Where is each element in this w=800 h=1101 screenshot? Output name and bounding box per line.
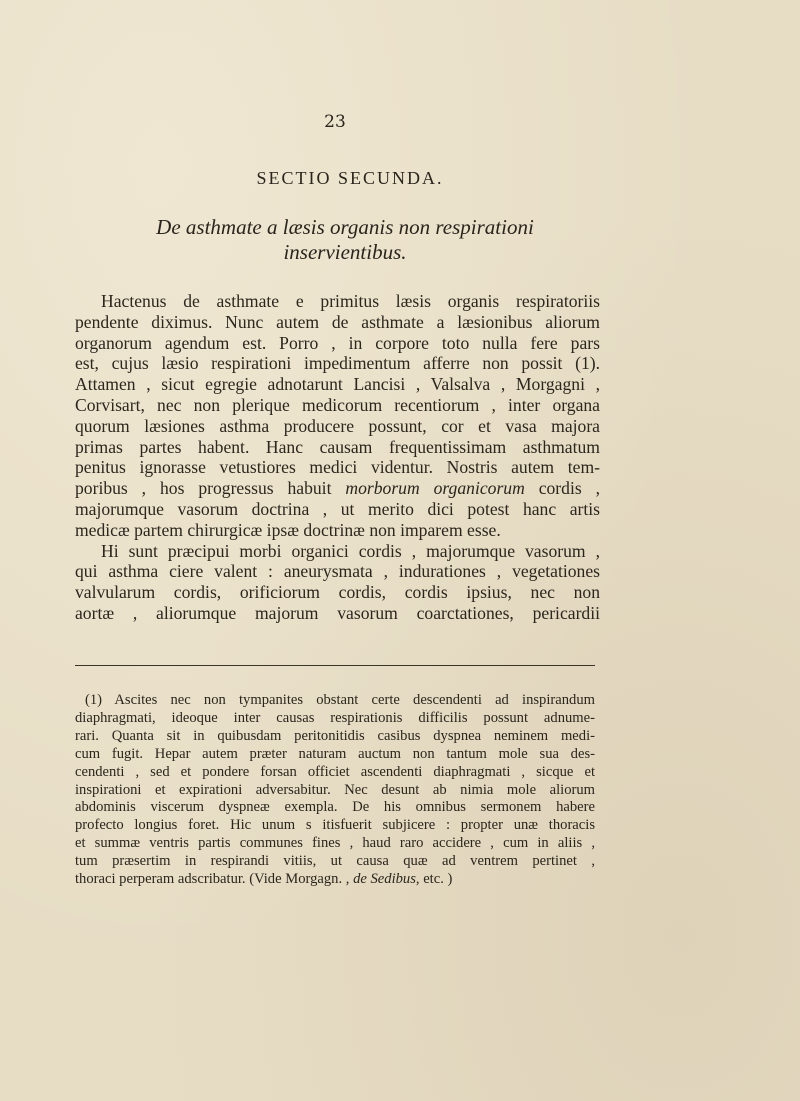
body-line: majorumque vasorum doctrina , ut merito dici potest hanc artis — [75, 498, 600, 519]
body-line: est, cujus læsio respirationi impedimentum afferre non possit (1). — [75, 353, 600, 374]
footnote-line-with-italic — [75, 871, 595, 889]
body-line-text: poribus , hos progressus habuit — [75, 478, 346, 499]
body-line: penitus ignorasse vetustiores medici videntur. Nostris autem tem- — [75, 457, 600, 478]
subtitle-line-2: inservientibus. — [283, 240, 407, 264]
body-line: Attamen , sicut egregie adnotarunt Lancisi , Valsalva , Morgagni , — [75, 374, 600, 395]
footnote-line: cum fugit. Hepar autem præter naturam auctum non tantum mole sua des- — [75, 745, 595, 762]
footnote-line: tum præsertim in respirandi vitiis, ut causa quæ ad ventrem pertinet , — [75, 853, 595, 870]
footnote — [75, 692, 595, 889]
subtitle-line-1: De asthmate a læsis organis non respirationi — [156, 215, 534, 239]
body-line: organorum agendum est. Porro , in corpore toto nulla fere pars — [75, 332, 600, 353]
footnote-line: diaphragmati, ideoque inter causas respirationis difficilis possunt adnume- — [75, 709, 595, 726]
body-line: aortæ , aliorumque majorum vasorum coarctationes, pericardii — [75, 602, 600, 623]
footnote-line: rari. Quanta sit in quibusdam peritonitidis casibus dyspnea neminem medi- — [75, 727, 595, 744]
footnote-italic-reference: de Sedibus — [353, 871, 416, 888]
footnote-line: inspirationi et expirationi adversabitur. Nec desunt ab nimia mole aliorum — [75, 781, 595, 798]
footnote-line: cendenti , sed et pondere forsan officiet ascendenti diaphragmati , sicque et — [75, 763, 595, 780]
body-line: Hi sunt præcipui morbi organici cordis , majorumque vasorum , — [101, 540, 600, 561]
section-title: SECTIO SECUNDA. — [256, 168, 444, 188]
page-number: 23 — [324, 112, 346, 132]
body-line: Corvisart, nec non plerique medicorum recentiorum , inter organa — [75, 394, 600, 415]
footnote-line-text: thoraci perperam adscribatur. (Vide Morgagn. , — [75, 871, 354, 888]
body-line-with-italic — [75, 478, 600, 499]
footnote-divider — [75, 665, 595, 666]
section-subtitle — [80, 215, 610, 265]
body-text — [75, 291, 600, 624]
footnote-line: abdominis viscerum dyspneæ exempla. De his omnibus sermonem habere — [75, 799, 595, 816]
italic-term: morborum organicorum — [345, 478, 525, 499]
body-line: qui asthma ciere valent : aneurysmata , indurationes , vegetationes — [75, 561, 600, 582]
body-line: medicæ partem chirurgicæ ipsæ doctrinæ non imparem esse. — [75, 519, 501, 540]
footnote-line: profecto longius foret. Hic unum s itisfuerit subjicere : propter unæ thoracis — [75, 817, 595, 834]
body-line: pendente diximus. Nunc autem de asthmate a læsionibus aliorum — [75, 311, 600, 332]
footnote-line: et summæ ventris partis communes fines , haud raro accidere , cum in aliis , — [75, 835, 595, 852]
body-line: primas partes habent. Hanc causam frequentissimam asthmatum — [75, 436, 600, 457]
footnote-line: (1) Ascites nec non tympanites obstant certe descendenti ad inspirandum — [85, 692, 595, 708]
body-line: quorum læsiones asthma producere possunt, cor et vasa majora — [75, 415, 600, 436]
body-line: Hactenus de asthmate e primitus læsis organis respiratoriis — [101, 291, 600, 311]
body-line-text: cordis , — [524, 478, 600, 499]
body-line: valvularum cordis, orificiorum cordis, cordis ipsius, nec non — [75, 582, 600, 603]
footnote-line-text: , etc. ) — [415, 871, 453, 888]
